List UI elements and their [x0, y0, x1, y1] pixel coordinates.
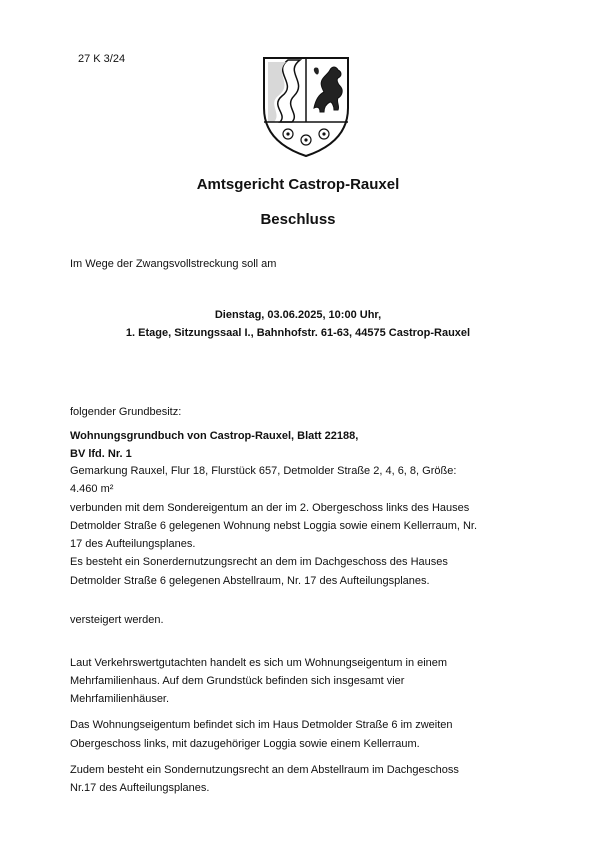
auction-intro: Im Wege der Zwangsvollstreckung soll am: [70, 258, 277, 270]
property-description-line: 4.460 m²: [70, 483, 114, 495]
land-register: Wohnungsgrundbuch von Castrop-Rauxel, Blatt 22188,: [70, 430, 359, 442]
apartment-location-line: Das Wohnungseigentum befindet sich im Haus Detmolder Straße 6 im zweiten: [70, 719, 453, 731]
property-description-line: Detmolder Straße 6 gelegenen Abstellraum, Nr. 17 des Aufteilungsplanes.: [70, 575, 430, 587]
auction-location: 1. Etage, Sitzungssaal I., Bahnhofstr. 61-63, 44575 Castrop-Rauxel: [125, 327, 471, 339]
court-name: Amtsgericht Castrop-Rauxel: [196, 176, 400, 193]
property-intro: folgender Grundbesitz:: [70, 406, 182, 418]
inventory-number: BV lfd. Nr. 1: [70, 448, 132, 460]
property-description-line: Detmolder Straße 6 gelegenen Wohnung nebst Loggia sowie einem Kellerraum, Nr.: [70, 520, 478, 532]
property-description-line: Es besteht ein Sonerdernutzungsrecht an dem im Dachgeschoss des Hauses: [70, 556, 448, 568]
document-type: Beschluss: [260, 211, 336, 228]
coat-of-arms-icon: [258, 50, 354, 160]
case-number: 27 K 3/24: [78, 53, 126, 65]
auction-verb: versteigert werden.: [70, 614, 164, 626]
usage-right-line: Zudem besteht ein Sondernutzungsrecht an dem Abstellraum im Dachgeschoss: [70, 764, 459, 776]
appraisal-paragraph-line: Mehrfamilienhäuser.: [70, 693, 170, 705]
property-description-line: 17 des Aufteilungsplanes.: [70, 538, 196, 550]
property-description-line: Gemarkung Rauxel, Flur 18, Flurstück 657, Detmolder Straße 2, 4, 6, 8, Größe:: [70, 465, 457, 477]
appraisal-paragraph-line: Laut Verkehrswertgutachten handelt es sich um Wohnungseigentum in einem: [70, 657, 448, 669]
appraisal-paragraph-line: Mehrfamilienhaus. Auf dem Grundstück befinden sich insgesamt vier: [70, 675, 405, 687]
auction-date: Dienstag, 03.06.2025, 10:00 Uhr,: [214, 309, 382, 321]
property-description-line: verbunden mit dem Sondereigentum an der im 2. Obergeschoss links des Hauses: [70, 502, 470, 514]
apartment-location-line: Obergeschoss links, mit dazugehöriger Loggia sowie einem Kellerraum.: [70, 738, 420, 750]
usage-right-line: Nr.17 des Aufteilungsplanes.: [70, 782, 210, 794]
